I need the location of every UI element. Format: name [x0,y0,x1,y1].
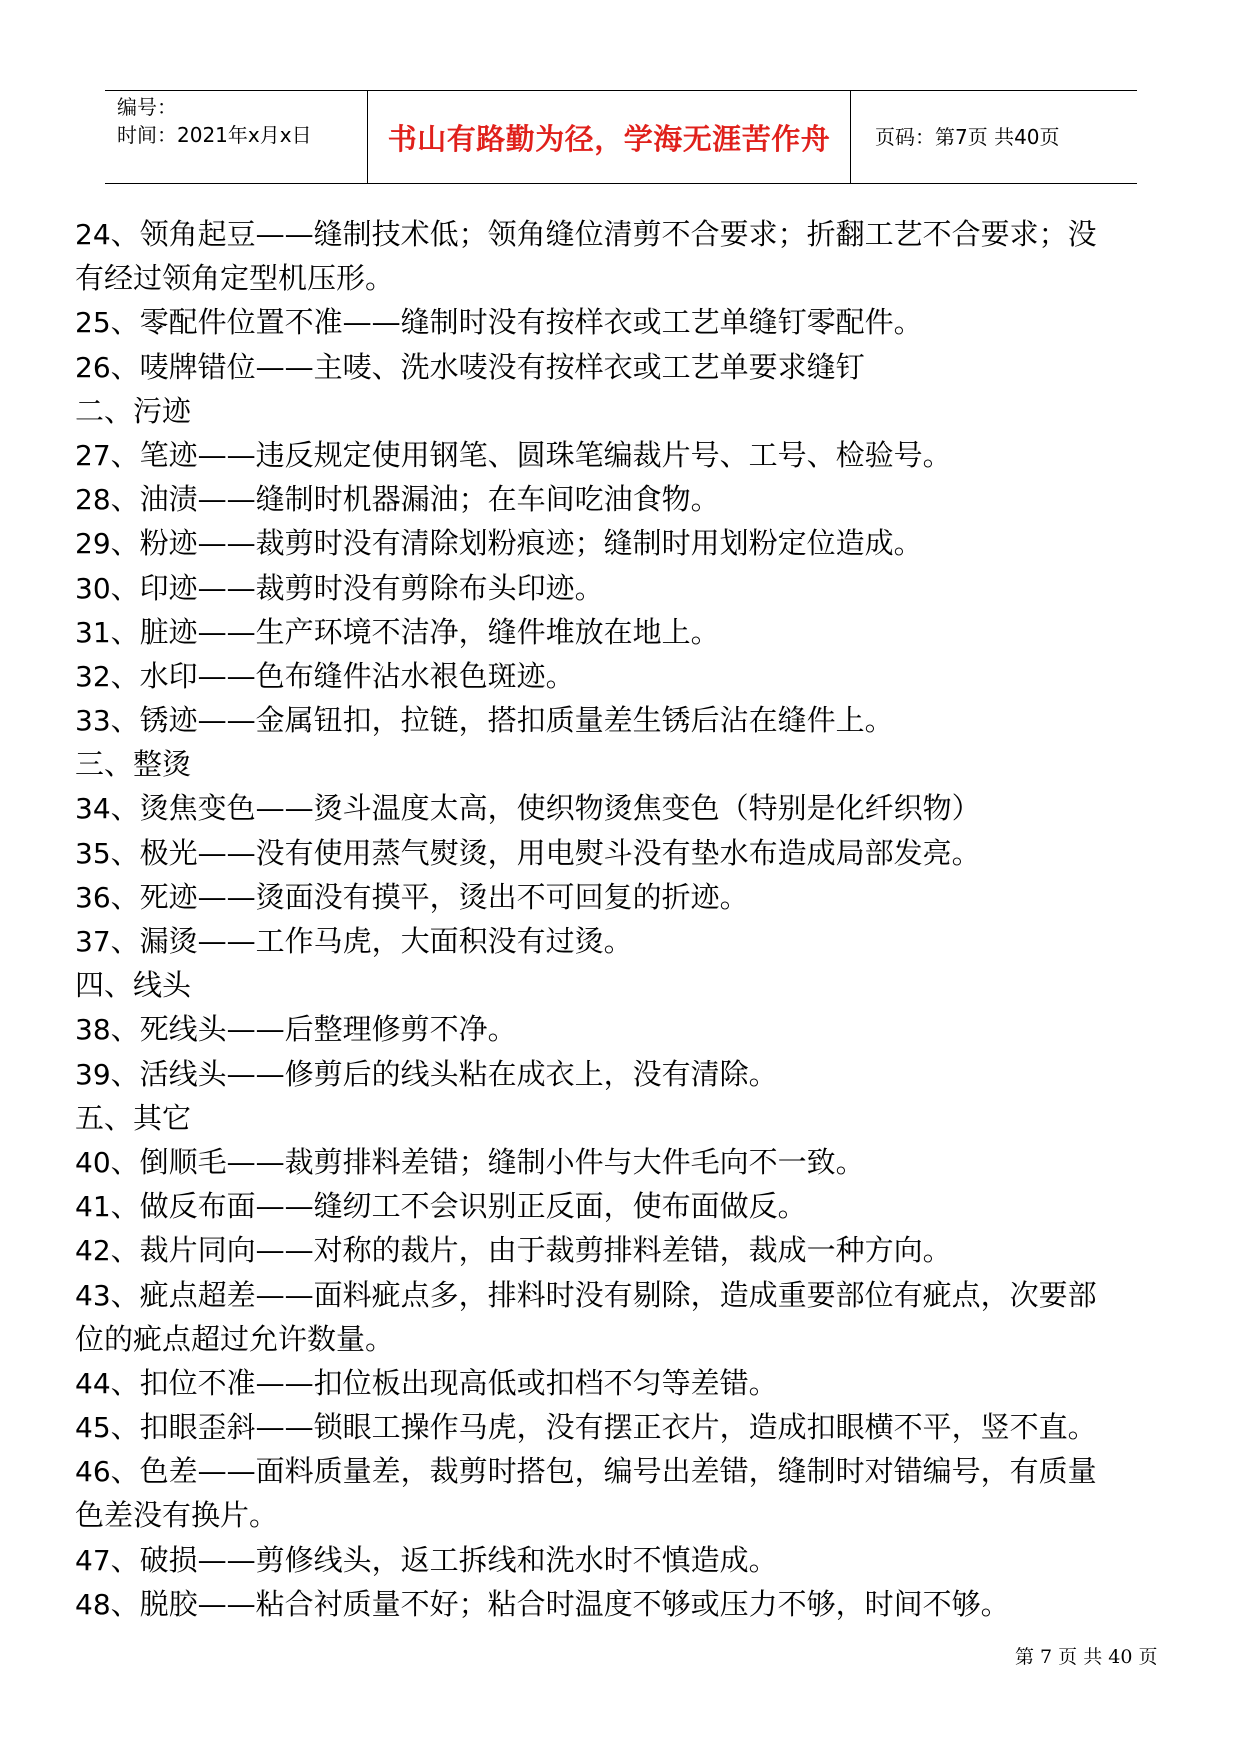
line-text: 、粉迹——裁剪时没有清除划粉痕迹；缝制时用划粉定位造成。 [110,526,923,561]
line-text: 二、污迹 [75,393,192,428]
text-line [75,1317,1170,1361]
text-line [75,1582,1170,1626]
line-text: 、色差——面料质量差，裁剪时搭包，编号出差错，缝制时对错编号，有质量 [110,1454,1097,1489]
item-number: 40 [75,1145,111,1179]
line-text: 、烫焦变色——烫斗温度太高，使织物烫焦变色（特别是化纤织物） [110,791,981,826]
line-text: 、油渍——缝制时机器漏油；在车间吃油食物。 [110,482,720,517]
line-text: 、水印——色布缝件沾水裉色斑迹。 [110,658,575,693]
line-text: 四、线头 [75,968,192,1003]
line-text: 、脱胶——粘合衬质量不好；粘合时温度不够或压力不够，时间不够。 [110,1586,1010,1621]
item-number: 42 [75,1234,111,1268]
line-text: 、脏迹——生产环境不洁净，缝件堆放在地上。 [110,614,720,649]
header-meta-cell [105,91,368,183]
line-text: 、活线头——修剪后的线头粘在成衣上，没有清除。 [110,1056,778,1091]
text-line [75,610,1170,654]
text-line [75,1273,1170,1317]
line-text: 、疵点超差——面料疵点多，排料时没有剔除，造成重要部位有疵点，次要部 [110,1277,1097,1312]
line-text: 、锈迹——金属钮扣，拉链，搭扣质量差生锈后沾在缝件上。 [110,703,894,738]
item-number: 41 [75,1190,111,1224]
text-line [75,433,1170,477]
text-line [75,654,1170,698]
item-number: 37 [75,925,111,958]
text-line [75,1493,1170,1537]
text-line [75,1228,1170,1272]
line-text: 五、其它 [75,1100,192,1135]
text-line [75,742,1170,786]
text-line [75,831,1170,875]
line-text: 有经过领角定型机压形。 [75,261,395,296]
item-number: 44 [75,1366,111,1400]
item-number: 28 [75,483,111,517]
line-text: 色差没有换片。 [75,1498,279,1533]
document-number-label: 编号： [117,95,177,119]
text-line [75,1361,1170,1405]
text-line [75,212,1170,256]
line-text: 、裁片同向——对称的裁片，由于裁剪排料差错，裁成一种方向。 [110,1233,952,1268]
text-line [75,698,1170,742]
text-line [75,389,1170,433]
line-text: 、极光——没有使用蒸气熨烫，用电熨斗没有垫水布造成局部发亮。 [110,835,981,870]
text-line [75,477,1170,521]
line-text: 、笔迹——违反规定使用钢笔、圆珠笔编裁片号、工号、检验号。 [110,437,952,472]
page-header [105,90,1137,184]
text-line [75,566,1170,610]
header-motto-cell [368,91,851,183]
item-number: 33 [75,704,111,738]
page-footer: 第 7 页 共 40 页 [1015,1646,1158,1668]
item-number: 46 [75,1455,111,1489]
line-text: 三、整烫 [75,747,192,782]
text-line [75,1449,1170,1493]
item-number: 39 [75,1057,111,1091]
header-page-number: 页码：第7页 共40页 [875,125,1060,149]
item-number: 24 [75,218,111,251]
text-line [75,786,1170,830]
line-text: 、领角起豆——缝制技术低；领角缝位清剪不合要求；折翻工艺不合要求；没 [110,217,1097,251]
text-line [75,300,1170,344]
item-number: 48 [75,1587,111,1621]
text-line [75,1007,1170,1051]
item-number: 36 [75,880,111,914]
item-number: 27 [75,438,111,472]
line-text: 、死线头——后整理修剪不净。 [110,1012,517,1047]
text-line [75,1538,1170,1582]
item-number: 25 [75,306,111,340]
document-time-label: 时间：2021年x月x日 [117,123,312,147]
item-number: 29 [75,527,111,561]
header-page-cell [851,91,1137,183]
item-number: 47 [75,1543,111,1577]
text-line [75,919,1170,963]
item-number: 31 [75,615,111,649]
item-number: 30 [75,571,111,605]
text-line [75,1096,1170,1140]
line-text: 、漏烫——工作马虎，大面积没有过烫。 [110,924,633,958]
item-number: 26 [75,350,111,384]
item-number: 34 [75,792,111,826]
header-motto: 书山有路勤为径，学海无涯苦作舟 [387,121,831,156]
item-number: 43 [75,1278,111,1312]
line-text: 、做反布面——缝纫工不会识别正反面，使布面做反。 [110,1189,807,1224]
document-body [75,212,1170,1626]
line-text: 、零配件位置不准——缝制时没有按样衣或工艺单缝钉零配件。 [110,305,923,340]
line-text: 、印迹——裁剪时没有剪除布头印迹。 [110,570,604,605]
item-number: 38 [75,1013,111,1047]
text-line [75,1140,1170,1184]
item-number: 35 [75,836,111,870]
line-text: 、倒顺毛——裁剪排料差错；缝制小件与大件毛向不一致。 [110,1144,865,1179]
line-text: 、破损——剪修线头，返工拆线和洗水时不慎造成。 [110,1542,778,1577]
text-line [75,345,1170,389]
item-number: 32 [75,659,111,693]
text-line [75,521,1170,565]
item-number: 45 [75,1411,111,1445]
text-line [75,963,1170,1007]
text-line [75,256,1170,300]
line-text: 、扣眼歪斜——锁眼工操作马虎，没有摆正衣片，造成扣眼横不平，竖不直。 [110,1410,1097,1445]
line-text: 、死迹——烫面没有摸平，烫出不可回复的折迹。 [110,879,749,914]
line-text: 、唛牌错位——主唛、洗水唛没有按样衣或工艺单要求缝钉 [110,349,865,384]
text-line [75,1184,1170,1228]
line-text: 位的疵点超过允许数量。 [75,1321,395,1356]
text-line [75,875,1170,919]
text-line [75,1052,1170,1096]
text-line [75,1405,1170,1449]
line-text: 、扣位不准——扣位板出现高低或扣档不匀等差错。 [110,1365,778,1400]
